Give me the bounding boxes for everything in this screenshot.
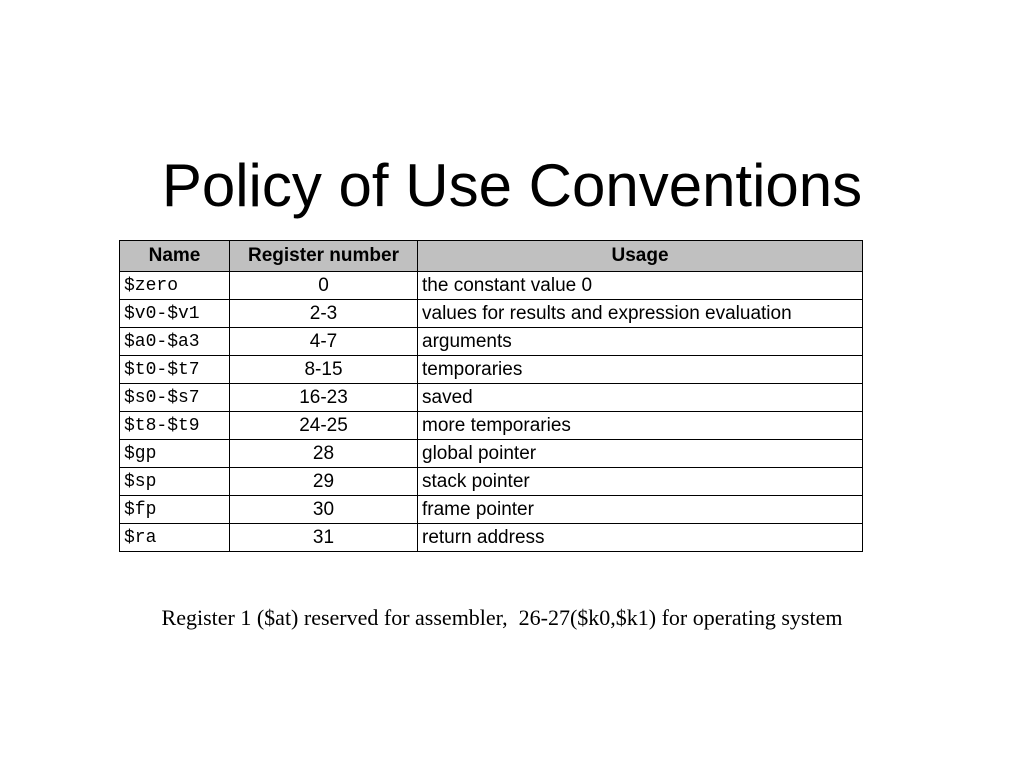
register-number: 16-23 [230, 384, 418, 412]
table-row [120, 440, 863, 468]
register-name: $t8-$t9 [120, 412, 230, 440]
register-number: 31 [230, 524, 418, 552]
register-usage: more temporaries [418, 412, 863, 440]
register-usage: return address [418, 524, 863, 552]
table-row [120, 272, 863, 300]
register-number: 24-25 [230, 412, 418, 440]
table-row [120, 496, 863, 524]
table-row [120, 356, 863, 384]
register-usage: temporaries [418, 356, 863, 384]
register-usage: global pointer [418, 440, 863, 468]
table-row [120, 300, 863, 328]
table-row [120, 468, 863, 496]
register-name: $fp [120, 496, 230, 524]
register-number: 4-7 [230, 328, 418, 356]
header-register-number: Register number [230, 241, 418, 272]
register-number: 28 [230, 440, 418, 468]
footnote: Register 1 ($at) reserved for assembler, 26-27($k0,$k1) for operating system [161, 605, 843, 630]
register-name: $zero [120, 272, 230, 300]
table-header-row [120, 241, 863, 272]
slide-title: Policy of Use Conventions [161, 152, 863, 219]
register-number: 2-3 [230, 300, 418, 328]
register-number: 29 [230, 468, 418, 496]
register-name: $a0-$a3 [120, 328, 230, 356]
register-conventions-table [119, 240, 863, 552]
register-name: $s0-$s7 [120, 384, 230, 412]
table-row [120, 384, 863, 412]
register-number: 0 [230, 272, 418, 300]
register-usage: arguments [418, 328, 863, 356]
register-usage: frame pointer [418, 496, 863, 524]
register-usage: values for results and expression evaluation [418, 300, 863, 328]
register-name: $sp [120, 468, 230, 496]
register-number: 8-15 [230, 356, 418, 384]
header-usage: Usage [418, 241, 863, 272]
register-name: $gp [120, 440, 230, 468]
register-usage: stack pointer [418, 468, 863, 496]
table-row [120, 328, 863, 356]
register-usage: the constant value 0 [418, 272, 863, 300]
register-name: $ra [120, 524, 230, 552]
table-row [120, 412, 863, 440]
register-number: 30 [230, 496, 418, 524]
table-row [120, 524, 863, 552]
register-name: $v0-$v1 [120, 300, 230, 328]
register-usage: saved [418, 384, 863, 412]
register-name: $t0-$t7 [120, 356, 230, 384]
header-name: Name [120, 241, 230, 272]
